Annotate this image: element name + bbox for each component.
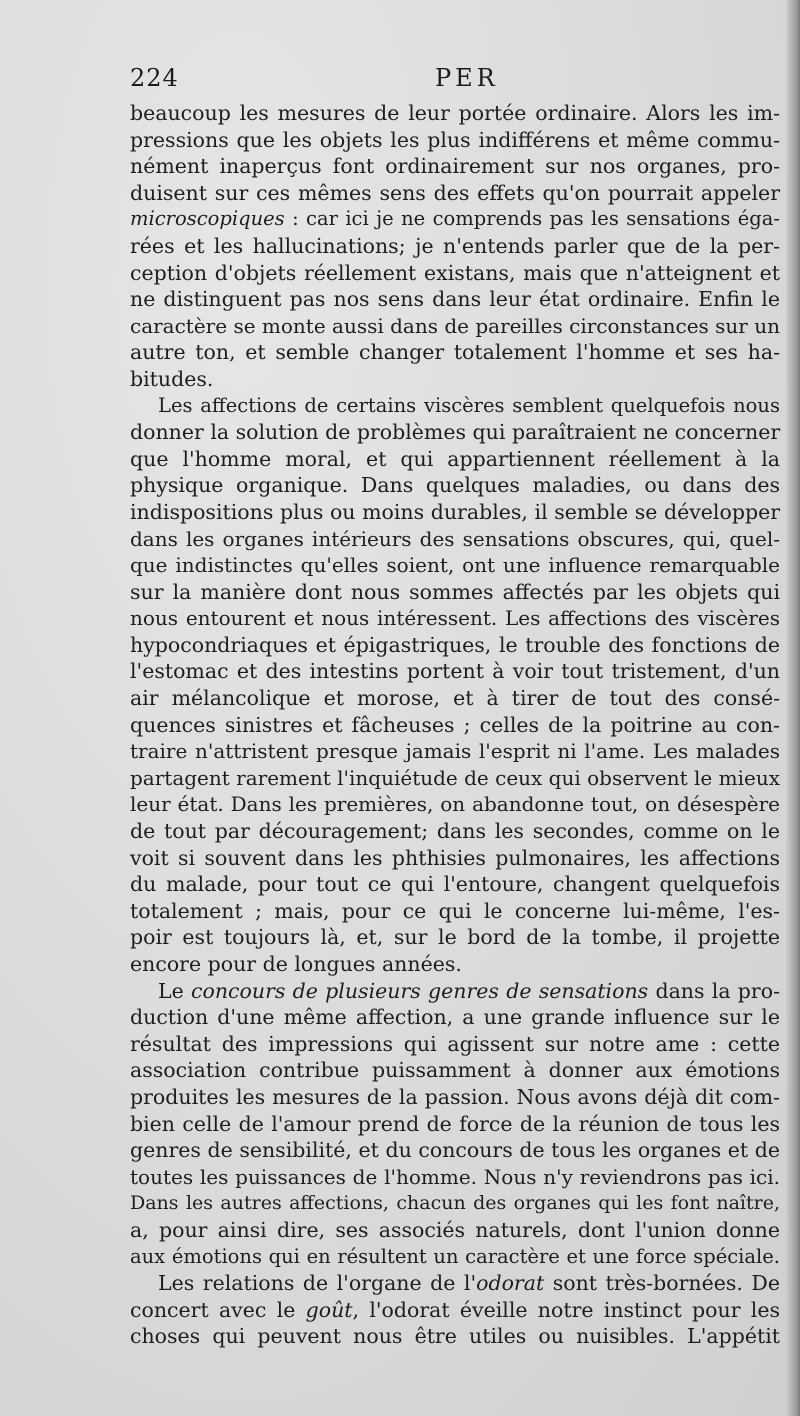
text-line: toutes les puissances de l'homme. Nous n'y reviendrons pas ici. xyxy=(130,1164,780,1189)
text-segment: : car ici je ne comprends pas les sensations éga- xyxy=(284,207,780,231)
text-segment: , l'odorat éveille notre instinct pour les xyxy=(352,1297,780,1322)
text-line: que l'homme moral, et qui appartiennent réellement à la xyxy=(130,446,780,471)
text-line: dans les organes intérieurs des sensations obscures, qui, quel- xyxy=(130,526,780,551)
text-line: quences sinistres et fâcheuses ; celles de la poitrine au con- xyxy=(130,712,780,737)
text-line: du malade, pour tout ce qui l'entoure, changent quelquefois xyxy=(130,872,780,897)
running-head: PER xyxy=(435,64,499,92)
text-line: autre ton, et semble changer totalement l'homme et ses ha- xyxy=(130,340,780,365)
text-line: résultat des impressions qui agissent sur notre ame : cette xyxy=(130,1031,780,1056)
italic-segment: microscopiques xyxy=(130,207,285,231)
text-line: produites les mesures de la passion. Nous avons déjà dit com- xyxy=(130,1084,780,1109)
text-line xyxy=(130,978,780,1005)
text-line: pressions que les objets les plus indifférens et même commu- xyxy=(130,127,780,152)
text-line: duisent sur ces mêmes sens des effets qu'on pourrait appeler xyxy=(130,180,780,205)
text-line: choses qui peuvent nous être utiles ou nuisibles. L'appétit xyxy=(130,1324,780,1349)
text-segment: sont très-bornées. De xyxy=(544,1271,780,1296)
text-line: hypocondriaques et épigastriques, le trouble des fonctions de xyxy=(130,632,780,657)
italic-segment: goût xyxy=(305,1297,353,1322)
text-line: aux émotions qui en résultent un caractère et une force spéciale. xyxy=(130,1244,780,1268)
text-line: association contribue puissamment à donner aux émotions xyxy=(130,1058,780,1083)
page-header xyxy=(130,64,780,100)
italic-segment: odorat xyxy=(476,1271,545,1296)
text-line: nément inaperçus font ordinairement sur nos organes, pro- xyxy=(130,154,780,179)
text-line: genres de sensibilité, et du concours de tous les organes et de xyxy=(130,1138,780,1163)
body-text xyxy=(130,100,780,1350)
text-line: l'estomac et des intestins portent à voir tout tristement, d'un xyxy=(130,659,780,684)
text-line: ne distinguent pas nos sens dans leur état ordinaire. Enfin le xyxy=(130,287,780,312)
text-line xyxy=(130,206,780,233)
text-line: totalement ; mais, pour ce qui le concerne lui-même, l'es- xyxy=(130,898,780,923)
text-line: partagent rarement l'inquiétude de ceux qui observent le mieux xyxy=(130,765,780,790)
text-line: duction d'une même affection, a une grande influence sur le xyxy=(130,1005,780,1030)
text-line: donner la solution de problèmes qui paraîtraient ne concerner xyxy=(130,420,781,445)
text-line: Les affections de certains viscères semblent quelquefois nous xyxy=(158,393,780,417)
text-line xyxy=(130,1297,780,1324)
text-line: poir est toujours là, et, sur le bord de la tombe, il projette xyxy=(130,925,780,950)
text-line: sur la manière dont nous sommes affectés par les objets qui xyxy=(130,579,780,604)
italic-segment: concours de plusieurs genres de sensations xyxy=(191,978,649,1003)
text-line: bien celle de l'amour prend de force de la réunion de tous les xyxy=(130,1111,780,1136)
text-line: indispositions plus ou moins durables, il semble se développer xyxy=(130,499,780,524)
text-segment: dans la pro- xyxy=(648,978,781,1003)
text-line xyxy=(130,1270,780,1297)
text-line: a, pour ainsi dire, ses associés naturels, dont l'union donne xyxy=(130,1217,780,1242)
text-line: nous entourent et nous intéressent. Les affections des viscères xyxy=(130,606,780,631)
text-line: physique organique. Dans quelques maladies, ou dans des xyxy=(130,473,780,498)
text-line: caractère se monte aussi dans de pareilles circonstances sur un xyxy=(130,313,780,338)
text-line: traire n'attristent presque jamais l'esprit ni l'ame. Les malades xyxy=(130,739,780,764)
page-number: 224 xyxy=(130,64,179,92)
text-segment: Le xyxy=(158,978,192,1003)
text-line: Dans les autres affections, chacun des organes qui les font naître, xyxy=(130,1192,780,1215)
text-line: encore pour de longues années. xyxy=(130,952,462,976)
text-line: air mélancolique et morose, et à tirer de tout des consé- xyxy=(130,686,780,711)
text-line: de tout par découragement; dans les secondes, comme on le xyxy=(130,819,780,844)
text-segment: concert avec le xyxy=(130,1297,306,1322)
text-line: rées et les hallucinations; je n'entends parler que de la per- xyxy=(130,233,780,258)
text-line: beaucoup les mesures de leur portée ordinaire. Alors les im- xyxy=(130,101,780,125)
text-line: voit si souvent dans les phthisies pulmonaires, les affections xyxy=(130,845,780,870)
text-segment: Les relations de l'organe de l' xyxy=(158,1271,477,1296)
text-line: bitudes. xyxy=(130,366,214,391)
text-line: leur état. Dans les premières, on abandonne tout, on désespère xyxy=(130,792,780,817)
text-line: que indistinctes qu'elles soient, ont une influence remarquable xyxy=(130,553,780,578)
page-edge-shadow xyxy=(786,0,800,1416)
text-line: ception d'objets réellement existans, mais que n'atteignent et xyxy=(130,260,780,285)
